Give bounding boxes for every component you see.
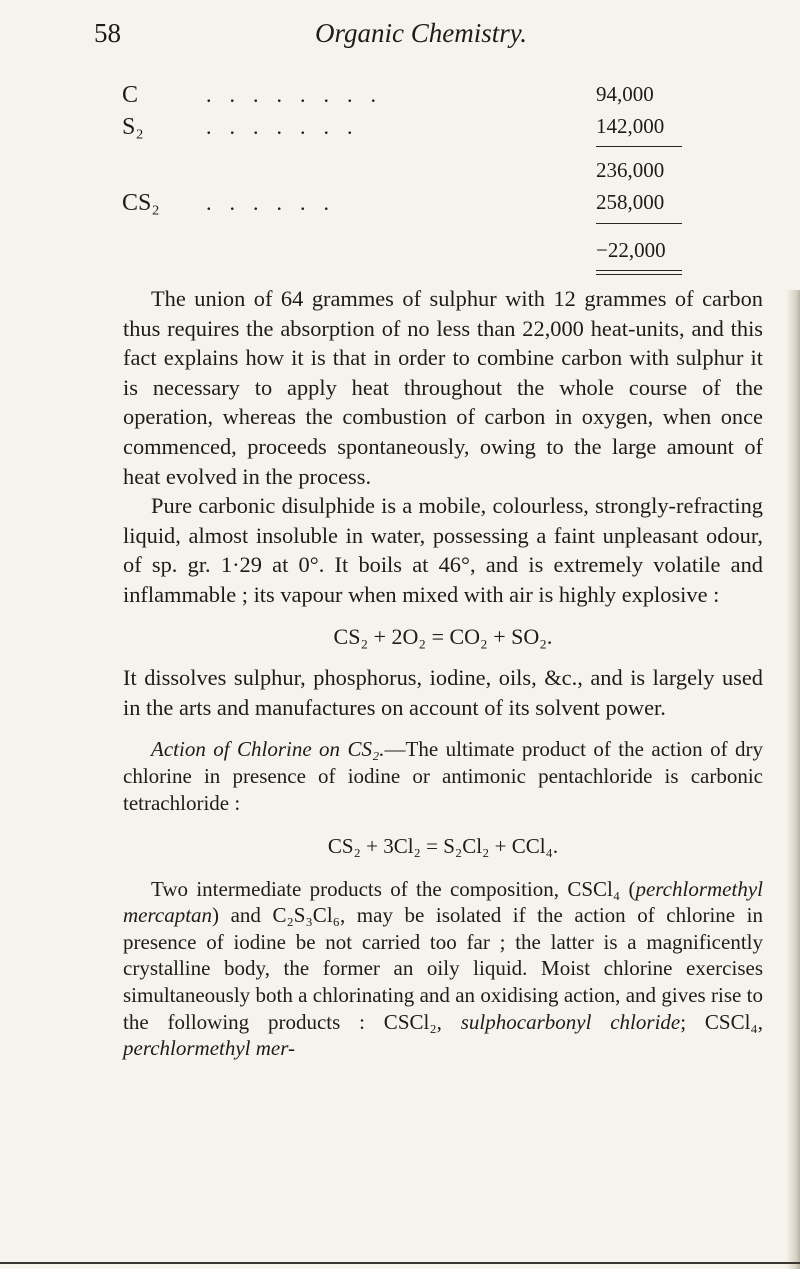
sum-rule [596,146,682,147]
double-rule-bottom [596,274,682,275]
row-symbol: C [122,82,139,108]
text-fragment: ) and C₂S₃Cl₆, may be isolated if the action of chlorine in presence of iodine be not carried too far ; the latter is a magnificently crystalline body, the former an oily liquid. Moist chlorine exercises simultaneously both a chlorinating and an oxidising action, and gives rise to the following products : CSCl₂, [123,903,763,1034]
section-body: —The ultimate product of the action of dry chlorine in presence of iodine or antimonic pentachloride is carbonic tetrachloride : [123,737,763,815]
equation-chlorination: CS₂ + 3Cl₂ = S₂Cl₂ + CCl₄. [327,834,559,859]
row-value: 142,000 [596,114,665,138]
paragraph-properties: Pure carbonic disulphide is a mobile, colourless, strongly-refracting liquid, almost insoluble in water, possessing a faint unpleasant odour, of sp. gr. 1·29 at 0°. It boils at 46°, and is extremely volatile and inflammable ; its vapour when mixed with air is highly explosive : [123,493,763,607]
paragraph-chlorine [123,736,763,816]
running-title: Organic Chemistry. [315,18,527,48]
body-text [123,284,763,1062]
section-heading: Action of Chlorine on CS₂. [151,737,385,762]
compound-name: perchlormethyl mercaptan [123,876,763,928]
paragraph-solvent: It dissolves sulphur, phosphorus, iodine, oils, &c., and is largely used in the arts and manufactures on account of its solvent power. [123,665,763,720]
page-number: 58 [94,18,121,48]
leader-dots: ....... [206,114,371,139]
page-bottom-edge [0,1262,800,1264]
row-value: 94,000 [596,82,654,106]
compound-name: sulphocarbonyl chloride [460,1009,681,1034]
row-value: 258,000 [596,190,665,214]
compound-name: perchlormethyl mer- [123,1036,295,1061]
row-value: −22,000 [596,238,666,262]
double-rule-top [596,270,682,271]
row-symbol: S₂ [122,114,144,140]
difference-rule [596,223,682,224]
row-value: 236,000 [596,158,665,182]
page-header [0,14,800,54]
leader-dots: ........ [206,82,394,107]
row-symbol: CS₂ [122,190,160,216]
paragraph-heat-units: The union of 64 grammes of sulphur with 12 grammes of carbon thus requires the absorption of no less than 22,000 heat-units, and this fact explains how it is that in order to combine carbon with sulphur it is necessary to apply heat throughout the whole course of the operation, whereas the combustion of carbon in oxygen, when once commenced, proceeds spontaneously, owing to the large amount of heat evolved in the process. [123,286,763,489]
page-edge-shadow [786,290,800,1269]
leader-dots: ...... [206,190,347,215]
equation-combustion: CS₂ + 2O₂ = CO₂ + SO₂. [333,623,553,649]
paragraph-intermediate-products [123,876,763,1062]
text-fragment: ; CSCl₄, [680,1009,764,1034]
text-fragment: Two intermediate products of the composition, CSCl₄ ( [151,876,636,901]
